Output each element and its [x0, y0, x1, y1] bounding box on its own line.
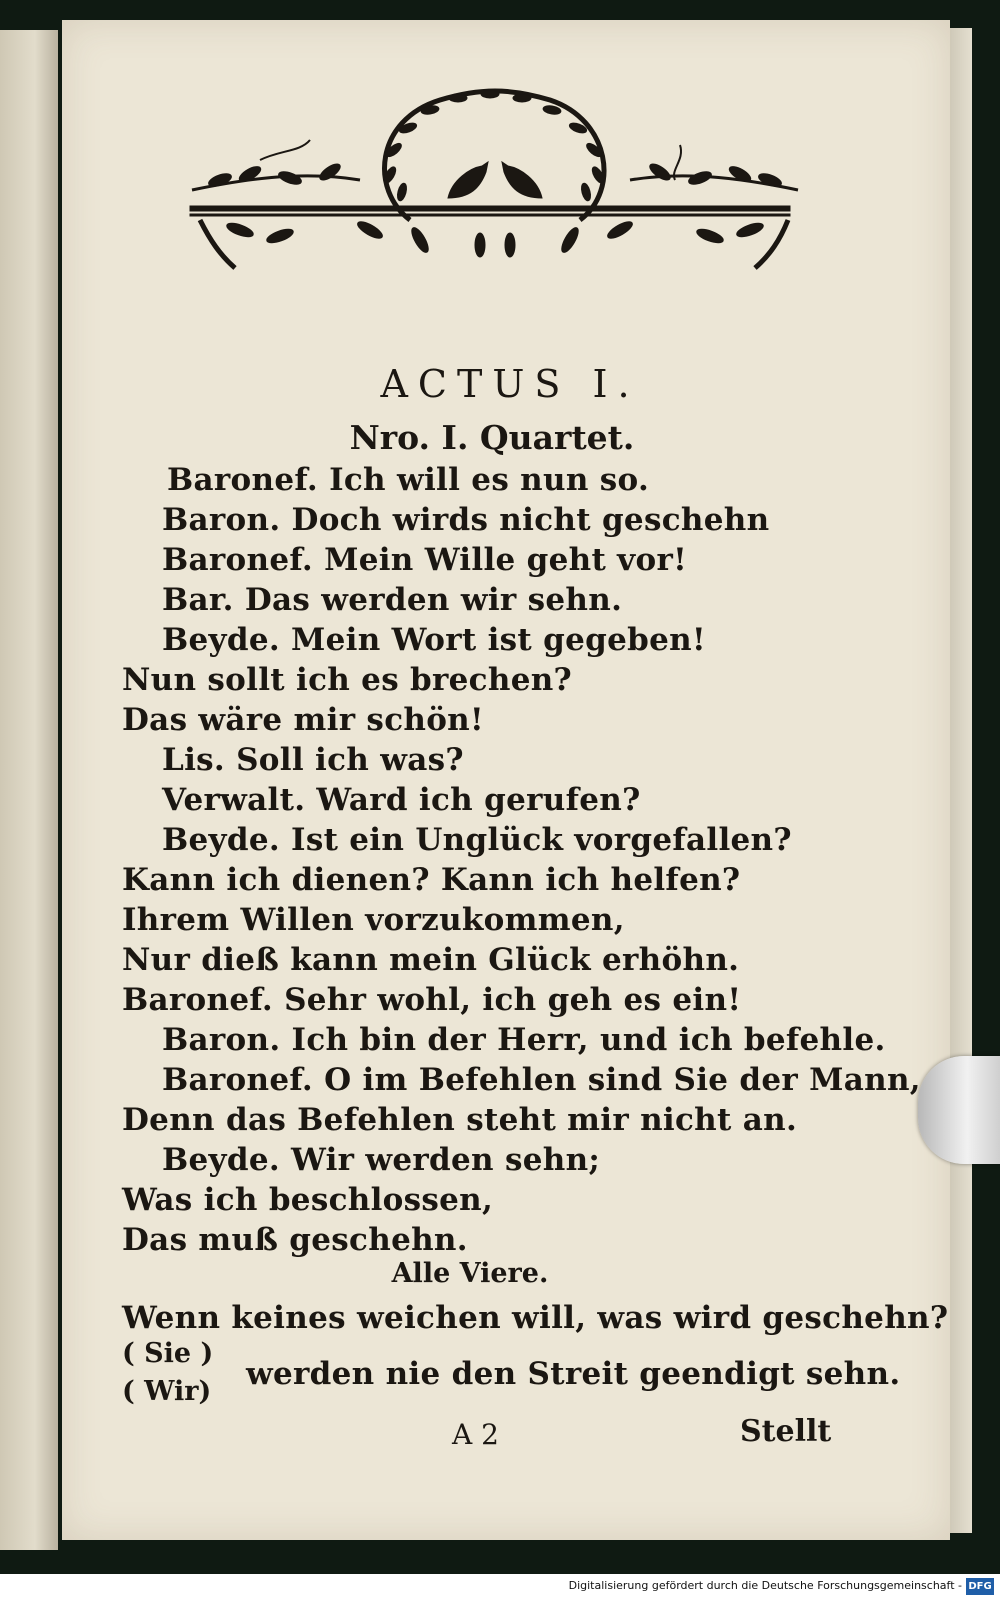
text-line: Was ich beschlossen,	[122, 1182, 494, 1218]
credit-text: Digitalisierung gefördert durch die Deutsche Forschungsgemeinschaft -	[568, 1579, 962, 1592]
text-line: Baronef. O im Befehlen sind Sie der Mann,	[162, 1062, 921, 1098]
text-line: Baronef. Sehr wohl, ich geh es ein!	[122, 982, 742, 1018]
text-line: Beyde. Wir werden sehn;	[162, 1142, 601, 1178]
chorus-line: Wenn keines weichen will, was wird geschehn?	[122, 1300, 949, 1336]
facing-page	[0, 30, 58, 1550]
brace-bottom: ( Wir)	[122, 1376, 212, 1407]
brace-top: ( Sie )	[122, 1338, 214, 1369]
text-line: Baronef. Mein Wille geht vor!	[162, 542, 688, 578]
text-line: Nun sollt ich es brechen?	[122, 662, 573, 698]
page-clip	[918, 1056, 1000, 1164]
signature-mark: A 2	[452, 1418, 499, 1451]
dfg-logo: DFG	[966, 1578, 994, 1595]
chorus-line: werden nie den Streit geendigt sehn.	[246, 1356, 901, 1392]
chorus-heading: Alle Viere.	[391, 1258, 549, 1289]
text-line: Baron. Doch wirds nicht geschehn	[162, 502, 770, 538]
text-line: Beyde. Ist ein Unglück vorgefallen?	[162, 822, 792, 858]
text-line: Ihrem Willen vorzukommen,	[122, 902, 625, 938]
text-line: Bar. Das werden wir sehn.	[162, 582, 623, 618]
text-line: Denn das Befehlen steht mir nicht an.	[122, 1102, 798, 1138]
text-line: Beyde. Mein Wort ist gegeben!	[162, 622, 706, 658]
act-title: ACTUS I.	[380, 362, 640, 406]
text-line: Nur dieß kann mein Glück erhöhn.	[122, 942, 740, 978]
text-line: Das wäre mir schön!	[122, 702, 484, 738]
text-line: Das muß geschehn.	[122, 1222, 468, 1258]
text-line: Baronef. Ich will es nun so.	[167, 462, 650, 498]
page-edge	[950, 28, 972, 1533]
credit-bar	[0, 1574, 1000, 1601]
catchword: Stellt	[740, 1414, 832, 1449]
text-line: Verwalt. Ward ich gerufen?	[162, 782, 641, 818]
wreath-birds-ornament	[180, 80, 810, 290]
text-line: Baron. Ich bin der Herr, und ich befehle.	[162, 1022, 886, 1058]
scene-number-title: Nro. I. Quartet.	[349, 418, 635, 457]
text-line: Kann ich dienen? Kann ich helfen?	[122, 862, 741, 898]
text-line: Lis. Soll ich was?	[162, 742, 464, 778]
